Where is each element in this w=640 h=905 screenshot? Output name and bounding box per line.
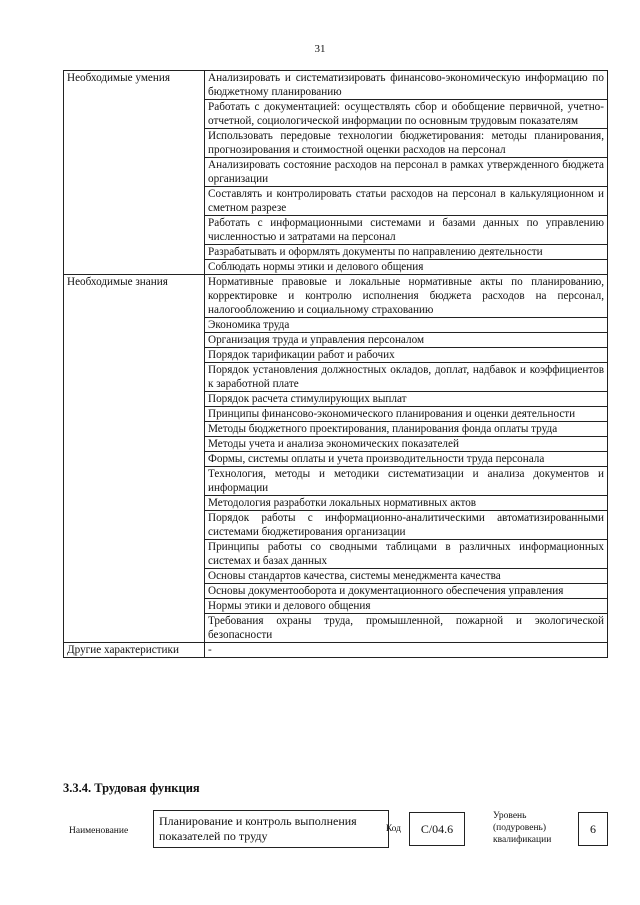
requirement-item: Организация труда и управления персоналом	[205, 333, 608, 348]
requirement-item: Анализировать состояние расходов на персонал в рамках утвержденного бюджета организации	[205, 158, 608, 187]
requirement-item: Работать с информационными системами и базами данных по управлению численностью и затратами на персонал	[205, 216, 608, 245]
requirement-item: Методология разработки локальных нормативных актов	[205, 496, 608, 511]
table-row	[64, 643, 608, 658]
requirement-item: Принципы работы со сводными таблицами в различных информационных системах и базах данных	[205, 540, 608, 569]
requirement-item: Использовать передовые технологии бюджетирования: методы планирования, прогнозирования и стоимостной оценки расходов на персонал	[205, 129, 608, 158]
other-characteristics-value: -	[205, 643, 608, 658]
requirement-item: Порядок тарификации работ и рабочих	[205, 348, 608, 363]
labor-function-header	[63, 810, 608, 856]
skills-label: Необходимые умения	[64, 71, 205, 275]
requirement-item: Анализировать и систематизировать финансово-экономическую информацию по бюджетному планированию	[205, 71, 608, 100]
knowledge-label: Необходимые знания	[64, 275, 205, 643]
requirement-item: Методы учета и анализа экономических показателей	[205, 437, 608, 452]
requirement-item: Порядок расчета стимулирующих выплат	[205, 392, 608, 407]
requirement-item: Требования охраны труда, промышленной, пожарной и экологической безопасности	[205, 614, 608, 643]
requirement-item: Принципы финансово-экономического планирования и оценки деятельности	[205, 407, 608, 422]
requirement-item: Технология, методы и методики систематизации и анализа документов и информации	[205, 467, 608, 496]
qualification-level-label: Уровень (подуровень) квалификации	[493, 811, 552, 845]
requirement-item: Методы бюджетного проектирования, планирования фонда оплаты труда	[205, 422, 608, 437]
requirement-item: Экономика труда	[205, 318, 608, 333]
code-label: Код	[385, 824, 401, 834]
function-name-field: Планирование и контроль выполнения показателей по труду	[153, 810, 389, 848]
requirement-item: Нормативные правовые и локальные нормативные акты по планированию, корректировке и контролю исполнения бюджета расходов на персонал, налогообложению и социальному страхованию	[205, 275, 608, 318]
requirement-item: Основы документооборота и документационного обеспечения управления	[205, 584, 608, 599]
table-row	[64, 275, 608, 318]
requirement-item: Составлять и контролировать статьи расходов на персонал в калькуляционном и сметном разрезе	[205, 187, 608, 216]
name-label: Наименование	[69, 826, 129, 836]
requirement-item: Основы стандартов качества, системы менеджмента качества	[205, 569, 608, 584]
requirement-item: Порядок работы с информационно-аналитическими автоматизированными системами бюджетирования организации	[205, 511, 608, 540]
requirement-item: Формы, системы оплаты и учета производительности труда персонала	[205, 452, 608, 467]
requirements-table	[63, 70, 608, 658]
requirement-item: Нормы этики и делового общения	[205, 599, 608, 614]
section-title: 3.3.4. Трудовая функция	[63, 781, 200, 795]
table-row	[64, 71, 608, 100]
requirement-item: Порядок установления должностных окладов, доплат, надбавок и коэффициентов к заработной плате	[205, 363, 608, 392]
page-number: 31	[314, 43, 326, 55]
requirement-item: Соблюдать нормы этики и делового общения	[205, 260, 608, 275]
function-code-field: C/04.6	[409, 812, 465, 846]
requirement-item: Разрабатывать и оформлять документы по направлению деятельности	[205, 245, 608, 260]
qualification-level-field: 6	[578, 812, 608, 846]
other-characteristics-label: Другие характеристики	[64, 643, 205, 658]
requirement-item: Работать с документацией: осуществлять сбор и обобщение первичной, учетно-отчетной, социологической информации по основным трудовым показателям	[205, 100, 608, 129]
